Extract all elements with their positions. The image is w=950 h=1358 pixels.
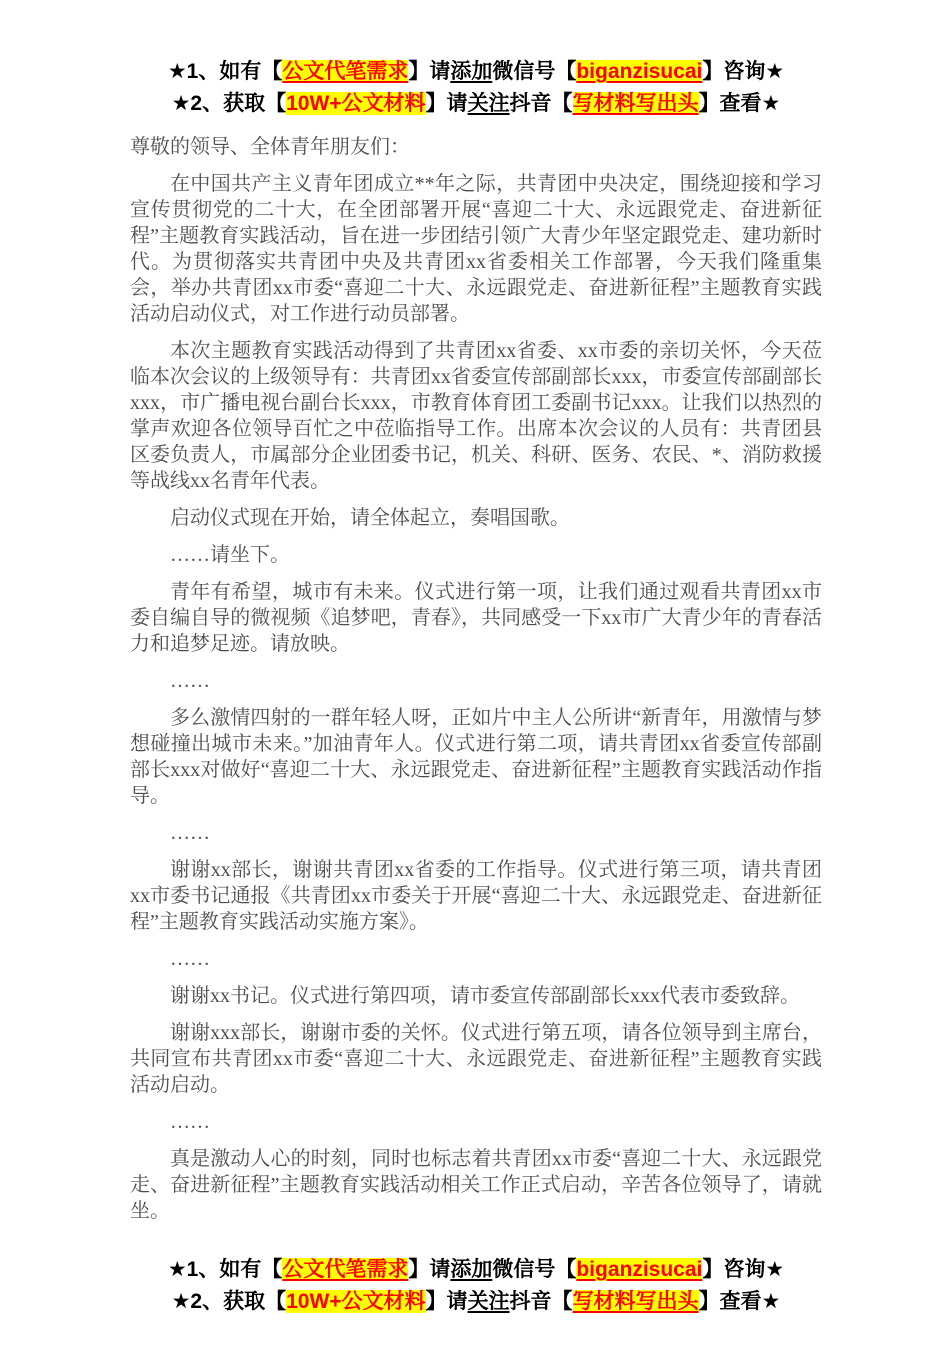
paragraph-closing: 真是激动人心的时刻，同时也标志着共青团xx市委“喜迎二十大、永远跟党走、奋进新征程”主题教育实践活动相关工作正式启动，辛苦各位领导了，请就坐。 [130, 1148, 822, 1222]
paragraph-item-three: 谢谢xx部长，谢谢共青团xx省委的工作指导。仪式进行第三项，请共青团xx市委书记通报《共青团xx市委关于开展“喜迎二十大、永远跟党走、奋进新征程”主题教育实践活动实施方案》。 [130, 859, 822, 933]
promo-text: 微信号【 [492, 60, 577, 83]
promo-highlight-materials: 10W+公文材料 [286, 1290, 426, 1313]
promo-text: 微信号【 [492, 1258, 577, 1281]
paragraph-attendees: 本次主题教育实践活动得到了共青团xx省委、xx市委的亲切关怀，今天莅临本次会议的上级领导有：共青团xx省委宣传部副部长xxx，市委宣传部副部长xxx，市广播电视台副台长xxx，市教育体育团工委副书记xxx。让我们以热烈的掌声欢迎各位领导百忙之中莅临指导工作。出席本次会议的人员有：共青团县区委负责人，市属部分企业团委书记，机关、科研、医务、农民、*、消防救援等战线xx名青年代表。 [130, 340, 822, 492]
document-body [130, 134, 822, 1224]
promo-action-add: 添加 [450, 1258, 493, 1281]
promo-highlight-service: 公文代笔需求 [282, 1258, 409, 1281]
paragraph-opening: 在中国共产主义青年团成立**年之际，共青团中央决定，围绕迎接和学习宣传贯彻党的二十大，在全团部署开展“喜迎二十大、永远跟党走、奋进新征程”主题教育实践活动，旨在进一步团结引领广大青少年坚定跟党走、建功新时代。为贯彻落实共青团中央及共青团xx省委相关工作部署，今天我们隆重集会，举办共青团xx市委“喜迎二十大、永远跟党走、奋进新征程”主题教育实践活动启动仪式，对工作进行动员部署。 [130, 173, 822, 325]
paragraph-sit-down: ……请坐下。 [170, 544, 290, 566]
ellipsis-line: …… [170, 948, 210, 970]
paragraph-anthem: 启动仪式现在开始，请全体起立，奏唱国歌。 [170, 507, 570, 529]
promo-text: ★2、获取【 [171, 92, 287, 115]
paragraph-item-one: 青年有希望，城市有未来。仪式进行第一项，让我们通过观看共青团xx市委自编自导的微视频《追梦吧，青春》，共同感受一下xx市广大青少年的青春活力和追梦足迹。请放映。 [130, 581, 822, 655]
promo-text: 】请 [408, 60, 451, 83]
promo-line-2 [130, 1286, 822, 1318]
salutation: 尊敬的领导、全体青年朋友们： [130, 136, 410, 158]
promo-action-follow: 关注 [467, 1290, 510, 1313]
promo-header [130, 56, 822, 120]
ellipsis-line: …… [170, 1111, 210, 1133]
paragraph-item-four: 谢谢xx书记。仪式进行第四项，请市委宣传部副部长xxx代表市委致辞。 [170, 985, 800, 1007]
promo-line-2 [130, 88, 822, 120]
promo-line-1 [130, 56, 822, 88]
paragraph-item-five: 谢谢xxx部长，谢谢市委的关怀。仪式进行第五项，请各位领导到主席台，共同宣布共青团xx市委“喜迎二十大、永远跟党走、奋进新征程”主题教育实践活动启动。 [130, 1022, 822, 1096]
promo-text: ★1、如有【 [167, 60, 283, 83]
promo-text: 】查看★ [698, 1290, 781, 1313]
promo-highlight-service: 公文代笔需求 [282, 60, 409, 83]
paragraph-item-two: 多么激情四射的一群年轻人呀，正如片中主人公所讲“新青年，用激情与梦想碰撞出城市未来。”加油青年人。仪式进行第二项，请共青团xx省委宣传部副部长xxx对做好“喜迎二十大、永远跟党走、奋进新征程”主题教育实践活动作指导。 [130, 707, 822, 807]
promo-action-add: 添加 [450, 60, 493, 83]
promo-wechat-id: biganzisucai [576, 60, 703, 83]
promo-text: 】查看★ [698, 92, 781, 115]
promo-text: ★1、如有【 [167, 1258, 283, 1281]
ellipsis-line: …… [170, 670, 210, 692]
promo-text: 】请 [425, 1290, 468, 1313]
promo-text: 】请 [408, 1258, 451, 1281]
promo-highlight-materials: 10W+公文材料 [286, 92, 426, 115]
promo-douyin-id: 写材料写出头 [572, 92, 699, 115]
promo-wechat-id: biganzisucai [576, 1258, 703, 1281]
ellipsis-line: …… [170, 822, 210, 844]
promo-text: 】请 [425, 92, 468, 115]
promo-text: ★2、获取【 [171, 1290, 287, 1313]
promo-douyin-id: 写材料写出头 [572, 1290, 699, 1313]
promo-text: 】咨询★ [702, 60, 785, 83]
promo-text: 抖音【 [509, 1290, 573, 1313]
promo-action-follow: 关注 [467, 92, 510, 115]
promo-footer [130, 1254, 822, 1318]
promo-line-1 [130, 1254, 822, 1286]
promo-text: 】咨询★ [702, 1258, 785, 1281]
promo-text: 抖音【 [509, 92, 573, 115]
